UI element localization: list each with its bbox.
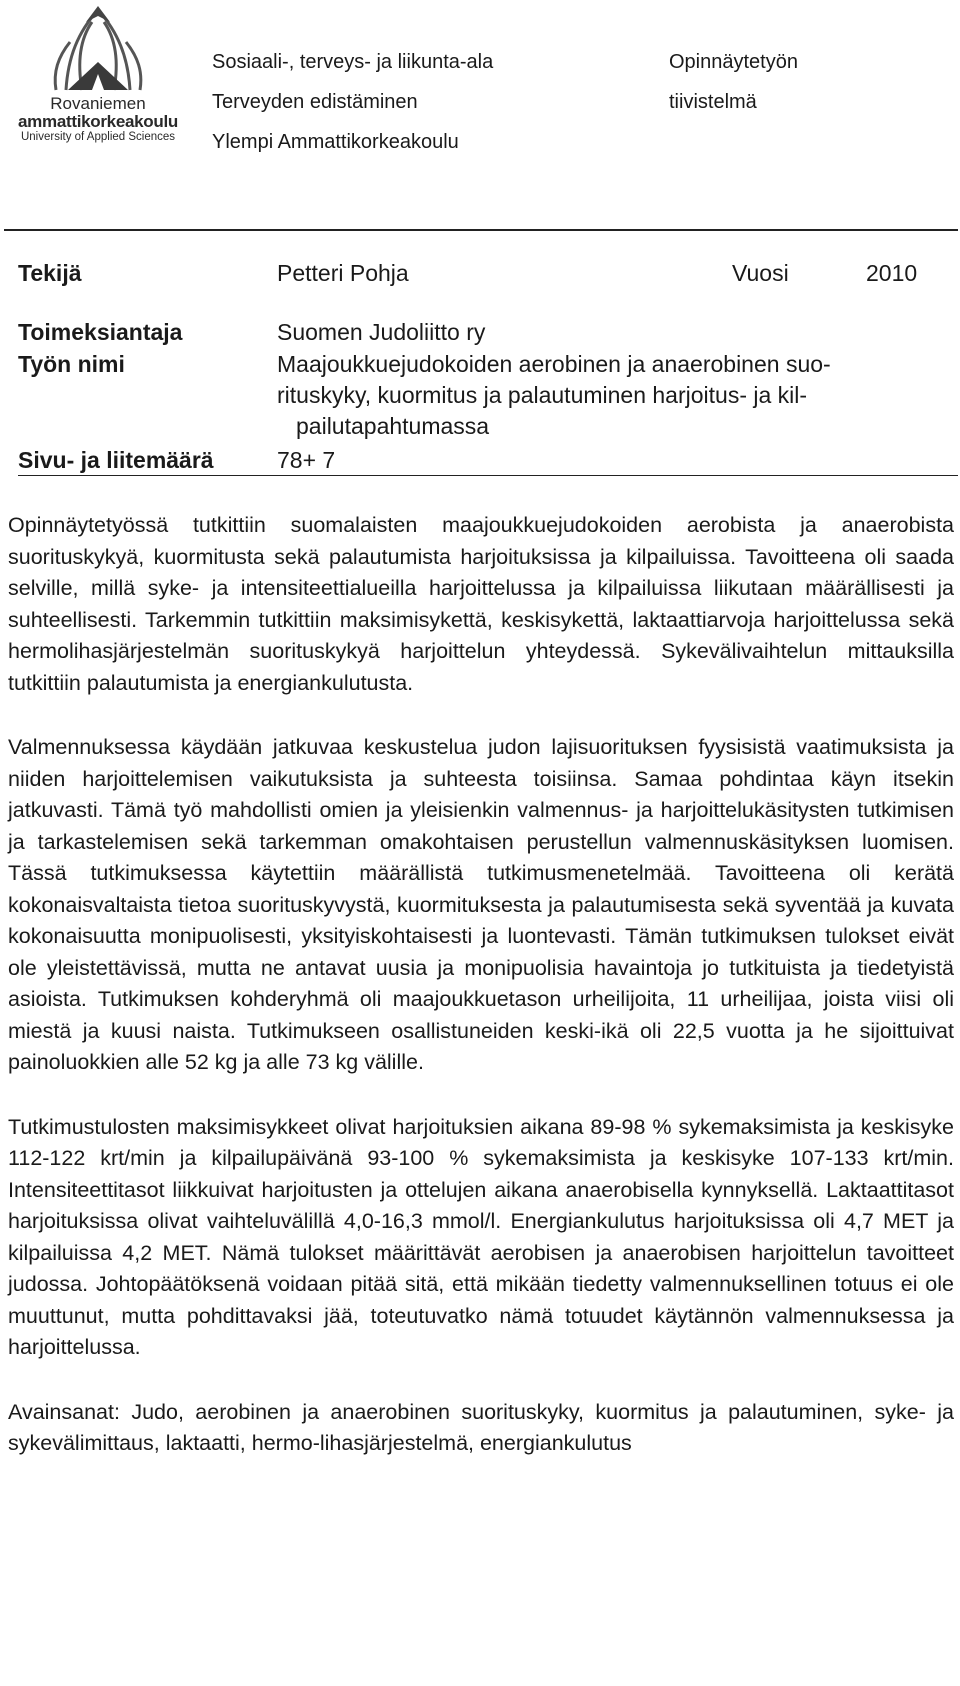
logo-line-1: Rovaniemen (50, 94, 146, 113)
meta-divider (18, 475, 958, 476)
header-department (212, 42, 493, 162)
thesis-title-line-1: Maajoukkuejudokoiden aerobinen ja anaerobinen suo- (277, 351, 831, 377)
year-label: Vuosi (732, 260, 789, 286)
header-field: Sosiaali-, terveys- ja liikunta-ala (212, 51, 494, 73)
client-value: Suomen Judoliitto ry (277, 319, 486, 345)
logo-line-3: University of Applied Sciences (20, 130, 176, 143)
header-doc-line-2: tiivistelmä (669, 91, 757, 113)
university-logo (8, 2, 188, 152)
author-value: Petteri Pohja (277, 260, 409, 286)
logo-line-2: ammattikorkeakoulu (18, 111, 178, 131)
logo-wordmark (8, 95, 188, 143)
author-label: Tekijä (18, 260, 82, 286)
logo-emblem-icon (8, 2, 188, 97)
header-doc-line-1: Opinnäytetyön (669, 51, 798, 73)
year-value: 2010 (866, 260, 918, 286)
header-document-type (669, 42, 798, 122)
abstract-paragraph-1: Opinnäytetyössä tutkittiin suomalaisten maajoukkuejudokoiden aerobista ja anaerobista suorituskykyä, kuormitusta sekä palautumista harjoituksissa ja kilpailuissa. Tavoitteena oli saada selville, millä syke- ja intensiteettialueilla harjoittelussa ja kilpailuissa liikutaan määrällisesti ja suhteellisesti. Tarkemmin tutkittiin maksimisykettä, keskisykettä, laktaattiarvoja harjoittelussa sekä hermolihasjärjestelmän suorituskykyä harjoittelun yhteydessä. Sykevälivaihtelun mittauksilla tutkittiin palautumista ja energiankulutusta. (8, 513, 954, 695)
abstract-paragraph-2: Valmennuksessa käydään jatkuvaa keskustelua judon lajisuorituksen fyysisistä vaatimuksista ja niiden harjoittelemisen vaikutuksista ja suhteesta toisiinsa. Samaa pohdintaa käyn itsekin jatkuvasti. Tämä työ mahdollisti omien ja yleisienkin valmennus- ja harjoittelukäsitysten tutkimisen ja tarkastelemisen sekä tarkemman omakohtaisen perustellun valmennuskäsityksen luomisen. Tässä tutkimuksessa käytettiin määrällistä tutkimusmenetelmää. Tavoitteena oli kerätä kokonaisvaltaista tietoa suorituskyvystä, kuormituksesta ja palautumisesta sekä syventää ja kuvata kokonaisuutta monipuolisesti, yksityiskohtaisesti ja luontevasti. Tämän tutkimuksen tulokset eivät ole yleistettävissä, mutta ne antavat uusia ja monipuolisia havaintoja jo tutkituista ja tiedetyistä asioista. Tutkimuksen kohderyhmä oli maajoukkuetason urheilijoita, 11 urheilijaa, joista viisi oli miestä ja kuusi naista. Tutkimukseen osallistuneiden keski-ikä oli 22,5 vuotta ja he sijoittuivat painoluokkien alle 52 kg ja alle 73 kg välille. (8, 735, 954, 1074)
thesis-title-line-2: rituskyky, kuormitus ja palautuminen harjoitus- ja kil- (277, 382, 808, 408)
pages-value: 78+ 7 (277, 447, 336, 473)
header-divider (4, 229, 958, 231)
abstract-paragraph-3: Tutkimustulosten maksimisykkeet olivat harjoituksien aikana 89-98 % sykemaksimista ja keskisyke 112-122 krt/min ja kilpailupäivänä 93-100 % sykemaksimista ja keskisyke 107-133 krt/min. Intensiteettitasot liikkuivat harjoitusten ja ottelujen aikana anaerobisella kynnyksellä. Laktaattitasot harjoituksissa olivat vaihteluvälillä 4,0-16,3 mmol/l. Energiankulutus harjoituksissa oli 4,7 MET ja kilpailuissa 4,2 MET. Nämä tulokset määrittävät aerobisen ja anaerobisen harjoittelun tavoitteet judossa. Johtopäätöksenä voidaan pitää sitä, että mikään tiedetty valmennuksellinen totuus ei ole muuttunut, mutta pohdittavaksi jää, toteutuvatko nämä totuudet käytännön valmennuksessa ja harjoittelussa. (8, 1114, 954, 1359)
pages-label: Sivu- ja liitemäärä (18, 447, 214, 473)
header-degree: Ylempi Ammattikorkeakoulu (212, 131, 459, 153)
header-programme: Terveyden edistäminen (212, 91, 418, 113)
thesis-title-line-3: pailutapahtumassa (296, 413, 490, 439)
abstract-body (8, 510, 954, 1493)
abstract-keywords: Avainsanat: Judo, aerobinen ja anaerobinen suorituskyky, kuormitus ja palautuminen, syke- ja sykevälimittaus, laktaatti, hermo-lihasjärjestelmä, energiankulutus (8, 1399, 954, 1455)
client-label: Toimeksiantaja (18, 319, 183, 345)
thesis-title-label: Työn nimi (18, 351, 125, 377)
